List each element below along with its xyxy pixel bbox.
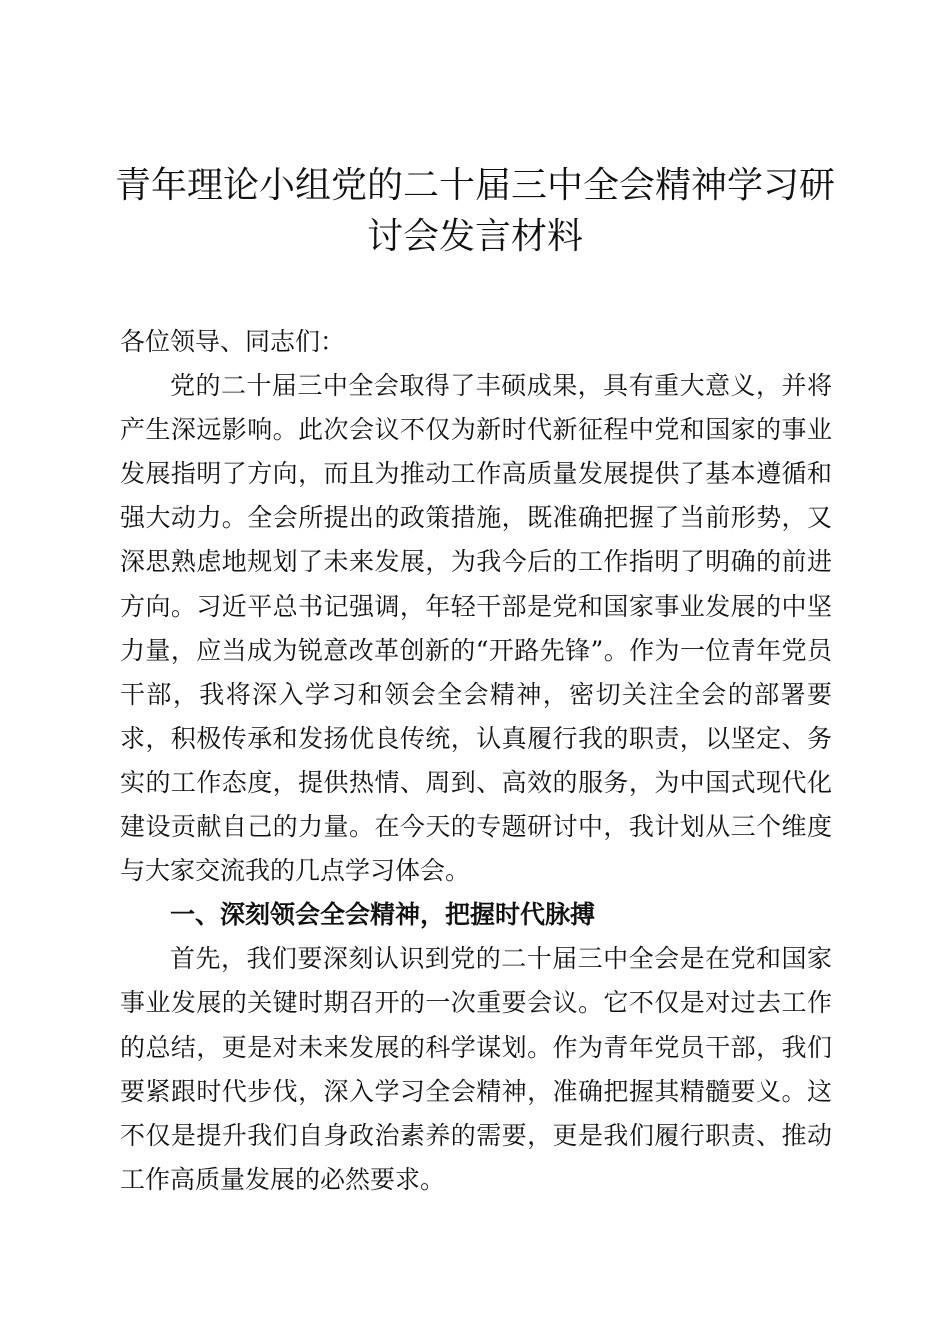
salutation: 各位领导、同志们： [120, 327, 346, 356]
section-1-heading: 一、深刻领会全会精神，把握时代脉搏 [170, 900, 596, 930]
document-title: 青年理论小组党的二十届三中全会精神学习研讨会发言材料 [114, 165, 835, 257]
section-1-paragraph: 首先，我们要深刻认识到党的二十届三中全会是在党和国家事业发展的关键时期召开的一次重要会议。它不仅是对过去工作的总结，更是对未来发展的科学谋划。作为青年党员干部，我们要紧跟时代步伐，深入学习全会精神，准确把握其精髓要义。这不仅是提升我们自身政治素养的需要，更是我们履行职责、推动工作高质量发展的必然要求。 [120, 944, 832, 1194]
document-body [120, 320, 832, 1202]
intro-paragraph: 党的二十届三中全会取得了丰硕成果，具有重大意义，并将产生深远影响。此次会议不仅为新时代新征程中党和国家的事业发展指明了方向，而且为推动工作高质量发展提供了基本遵循和强大动力。全会所提出的政策措施，既准确把握了当前形势，又深思熟虑地规划了未来发展，为我今后的工作指明了明确的前进方向。习近平总书记强调，年轻干部是党和国家事业发展的中坚力量，应当成为锐意改革创新的“开路先锋”。作为一位青年党员干部，我将深入学习和领会全会精神，密切关注全会的部署要求，积极传承和发扬优良传统，认真履行我的职责，以坚定、务实的工作态度，提供热情、周到、高效的服务，为中国式现代化建设贡献自己的力量。在今天的专题研讨中，我计划从三个维度与大家交流我的几点学习体会。 [120, 371, 832, 886]
